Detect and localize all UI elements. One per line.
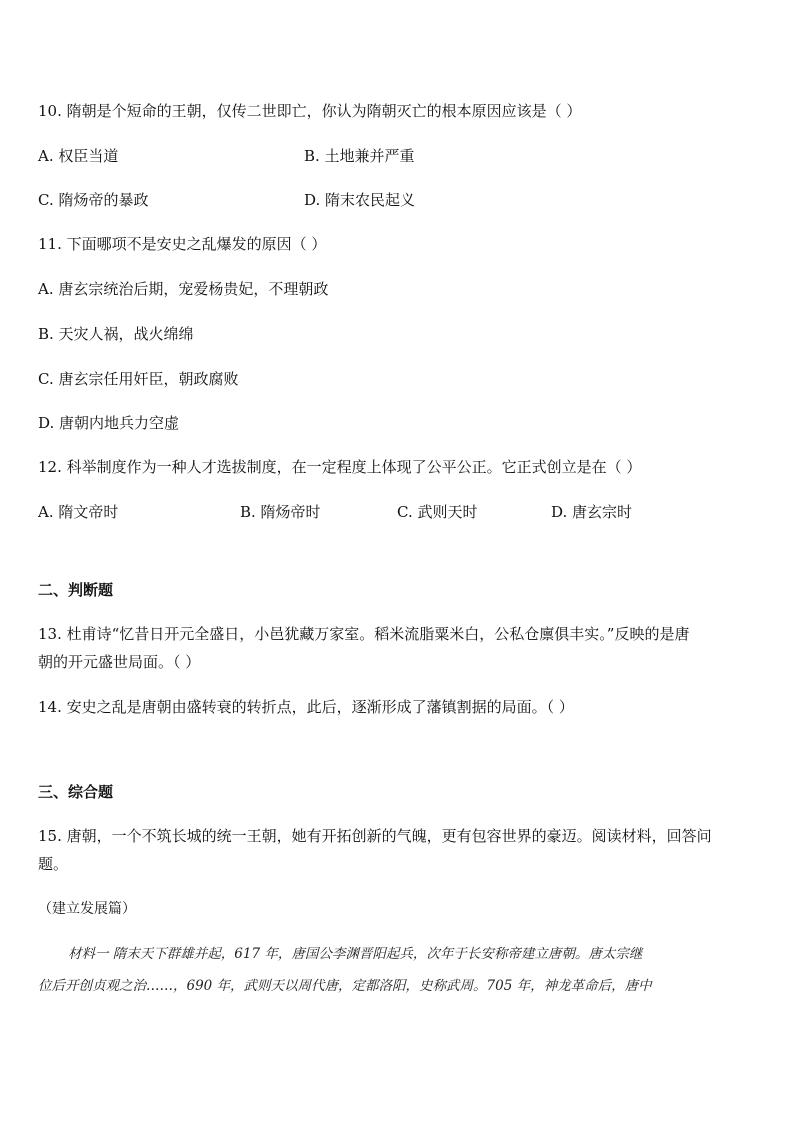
q12-option-b: B. 隋炀帝时 [240,503,321,521]
q10-option-d: D. 隋末农民起义 [304,191,416,209]
subsection-title: （建立发展篇） [38,901,136,917]
q11-option-c: C. 唐玄宗任用奸臣，朝政腐败 [38,370,239,388]
question-15-line-1: 15. 唐朝，一个不筑长城的统一王朝，她有开拓创新的气魄，更有包容世界的豪迈。阅读材料，回答问 [38,827,712,845]
question-13-line-2: 朝的开元盛世局面。（ ） [38,653,201,671]
q11-option-a: A. 唐玄宗统治后期，宠爱杨贵妃，不理朝政 [38,280,329,298]
question-12-text: 12. 科举制度作为一种人才选拔制度，在一定程度上体现了公平公正。它正式创立是在（ ） [38,458,642,476]
q11-option-b: B. 天灾人祸，战火绵绵 [38,325,194,343]
q10-option-c: C. 隋炀帝的暴政 [38,191,149,209]
question-10-text: 10. 隋朝是个短命的王朝，仅传二世即亡，你认为隋朝灭亡的根本原因应该是（ ） [38,102,582,120]
question-15-line-2: 题。 [38,855,69,873]
section-3-title: 三、综合题 [38,783,114,801]
q11-option-d: D. 唐朝内地兵力空虚 [38,414,180,432]
q10-option-b: B. 土地兼并严重 [304,147,415,165]
q12-option-a: A. 隋文帝时 [38,503,119,521]
question-11-text: 11. 下面哪项不是安史之乱爆发的原因（ ） [38,235,327,253]
q10-option-a: A. 权臣当道 [38,147,119,165]
material-1-line-2: 位后开创贞观之治……，690 年，武则天以周代唐，定都洛阳，史称武周。705 年，神龙革命后，唐中 [38,978,652,994]
question-13-line-1: 13. 杜甫诗“忆昔日开元全盛日，小邑犹藏万家室。稻米流脂粟米白，公私仓廪俱丰实。”反映的是唐 [38,625,690,643]
material-1-line-1: 材料一 隋末天下群雄并起，617 年，唐国公李渊晋阳起兵，次年于长安称帝建立唐朝。唐太宗继 [68,946,643,962]
q12-option-d: D. 唐玄宗时 [551,503,633,521]
q12-option-c: C. 武则天时 [397,503,478,521]
section-2-title: 二、判断题 [38,581,114,599]
question-14-text: 14. 安史之乱是唐朝由盛转衰的转折点，此后，逐渐形成了藩镇割据的局面。（ ） [38,698,574,716]
